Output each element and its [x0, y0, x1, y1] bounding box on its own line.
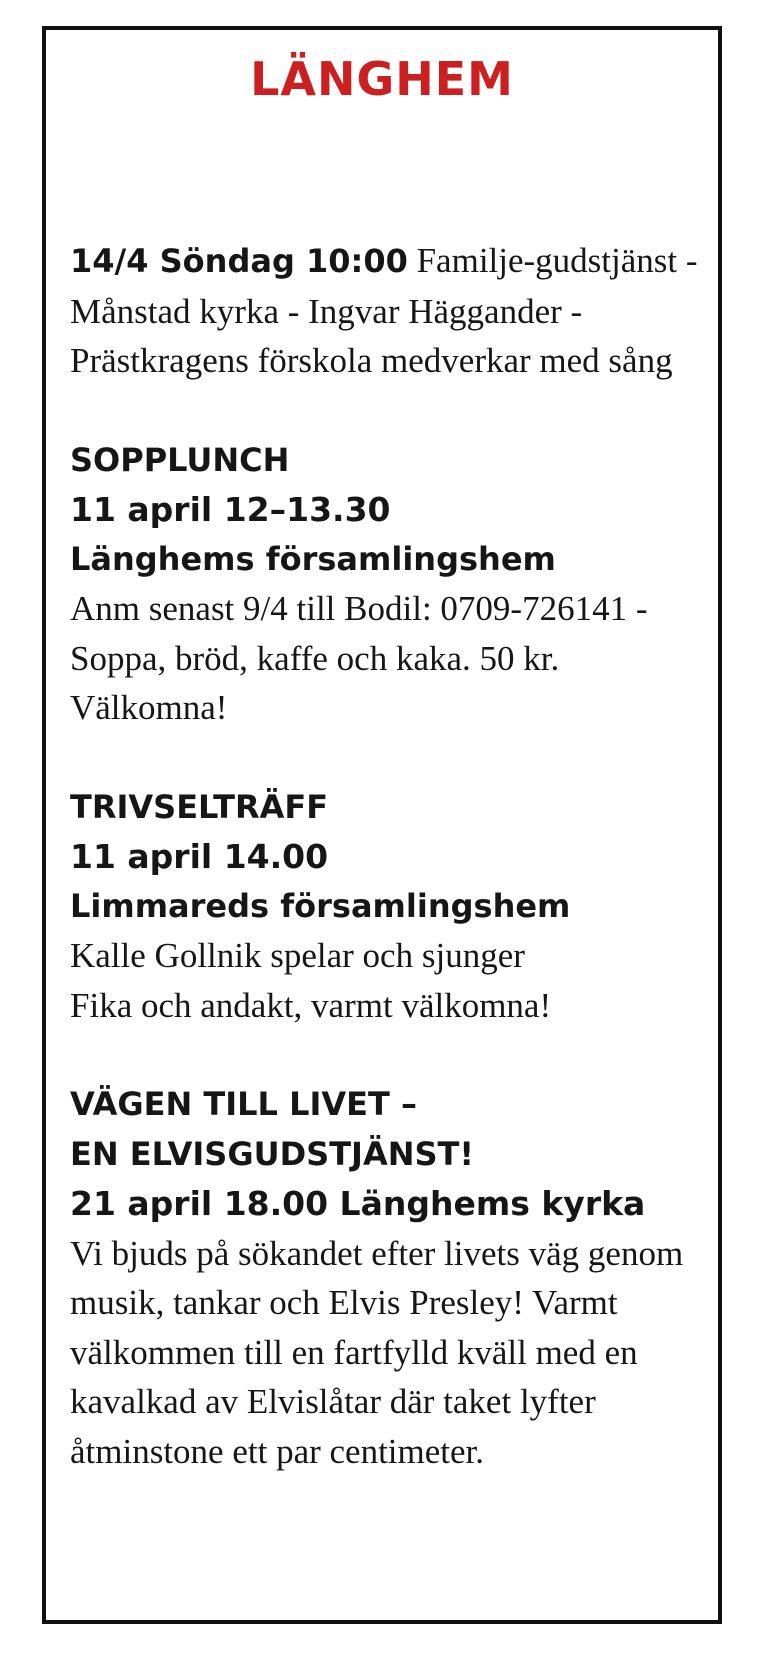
event-body: Vi bjuds på sökandet efter livets väg genom musik, tankar och Elvis Presley! Varmt välkommen till en fartfylld kväll med en kavalkad av Elvislåtar där taket lyfter åtminstone ett par centimeter.: [70, 1233, 684, 1471]
event-body-line: Kalle Gollnik spelar och sjunger: [70, 936, 525, 975]
notice-content: [70, 236, 700, 1526]
notice-frame: [42, 26, 722, 1624]
event-sopplunch: [70, 436, 700, 733]
event-place: Limmareds församlingshem: [70, 886, 571, 925]
page-title: LÄNGHEM: [250, 52, 514, 106]
event-elvisgudstjanst: [70, 1080, 700, 1476]
event-date: 11 april 12–13.30: [70, 490, 391, 529]
lead-paragraph: [70, 236, 700, 386]
event-heading-line: EN ELVISGUDSTJÄNST!: [70, 1134, 474, 1173]
event-heading: TRIVSELTRÄFF: [70, 787, 329, 826]
lead-text: Familje-gudstjänst - Månstad kyrka - Ingvar Häggander - Prästkragens förskola medverkar med sång: [70, 241, 698, 380]
event-heading: SOPPLUNCH: [70, 440, 290, 479]
event-heading-line: VÄGEN TILL LIVET –: [70, 1085, 417, 1123]
event-trivseltraff: [70, 783, 700, 1031]
event-body-line: Fika och andakt, varmt välkomna!: [70, 985, 552, 1025]
event-body: Anm senast 9/4 till Bodil: 0709-726141 - Soppa, bröd, kaffe och kaka. 50 kr. Välkomna!: [70, 589, 648, 727]
event-date: 11 april 14.00: [70, 837, 329, 876]
lead-date-time: 14/4 Söndag 10:00: [70, 242, 408, 280]
event-date-place: 21 april 18.00 Länghems kyrka: [70, 1184, 646, 1223]
event-place: Länghems församlingshem: [70, 539, 556, 578]
